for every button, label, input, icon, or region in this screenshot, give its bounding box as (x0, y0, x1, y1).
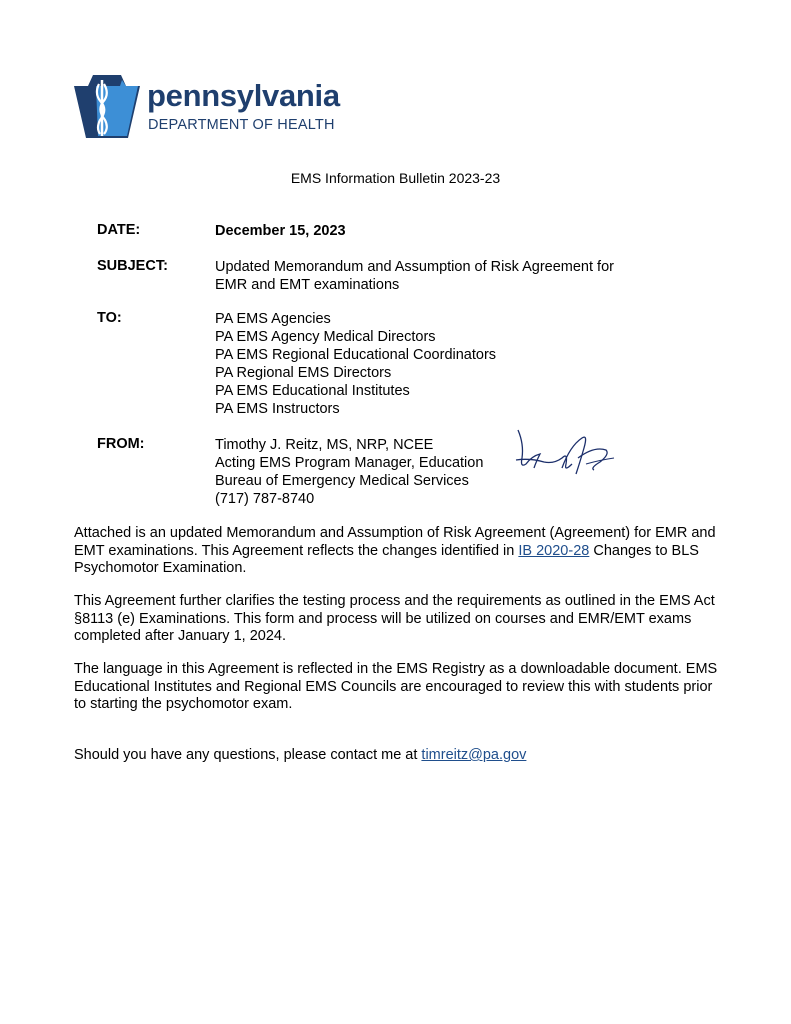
body-paragraph-2: This Agreement further clarifies the testing process and the requirements as outlined in the EMS Act §8113 (e) Examinations. This form and process will be utilized on courses and EMR/EMT exams completed after January 1, 2024. (74, 593, 715, 644)
recipient-item: PA EMS Instructors (215, 401, 340, 417)
body-paragraph-1 (74, 525, 724, 578)
body-paragraph-3: The language in this Agreement is reflected in the EMS Registry as a downloadable document. EMS Educational Institutes and Regional EMS Councils are encouraged to review this with students prior to starting the psychomotor exam. (74, 661, 718, 712)
date-value: December 15, 2023 (215, 223, 346, 239)
pa-health-logo (74, 72, 344, 142)
to-label: TO: (97, 310, 122, 326)
keystone-icon (74, 72, 140, 140)
from-line: Timothy J. Reitz, MS, NRP, NCEE (215, 437, 434, 453)
subject-line: Updated Memorandum and Assumption of Risk Agreement for (215, 259, 614, 275)
from-value (215, 436, 483, 508)
subject-value (215, 258, 614, 294)
ib-2020-28-link[interactable]: IB 2020-28 (518, 542, 590, 559)
recipient-item: PA EMS Educational Institutes (215, 383, 410, 399)
email-link[interactable]: timreitz@pa.gov (421, 747, 527, 763)
from-line: (717) 787-8740 (215, 491, 315, 507)
recipient-item: PA EMS Regional Educational Coordinators (215, 347, 497, 363)
from-label: FROM: (97, 436, 145, 452)
subject-line: EMR and EMT examinations (215, 277, 400, 293)
paragraph-text: Attached is an updated Memorandum and Assumption of Risk Agreement (Agreement) for EMR and EMT examinations. This Agreement reflects the changes identified in (74, 525, 716, 559)
logo-department: DEPARTMENT OF HEALTH (148, 117, 335, 133)
subject-label: SUBJECT: (97, 258, 168, 274)
recipient-item: PA EMS Agencies (215, 311, 331, 327)
bulletin-title: EMS Information Bulletin 2023-23 (290, 170, 501, 186)
recipient-list (215, 310, 496, 418)
date-label: DATE: (97, 222, 141, 238)
recipient-item: PA EMS Agency Medical Directors (215, 329, 436, 345)
body-paragraph-4 (74, 747, 724, 765)
from-line: Acting EMS Program Manager, Education (215, 455, 484, 471)
paragraph-text: Changes to BLS Psychomotor Examination. (74, 542, 699, 576)
logo-wordmark: pennsylvania (147, 78, 340, 113)
recipient-item: PA Regional EMS Directors (215, 365, 392, 381)
paragraph-text: Should you have any questions, please contact me at (74, 747, 422, 763)
from-line: Bureau of Emergency Medical Services (215, 473, 469, 489)
signature-icon (510, 424, 620, 484)
